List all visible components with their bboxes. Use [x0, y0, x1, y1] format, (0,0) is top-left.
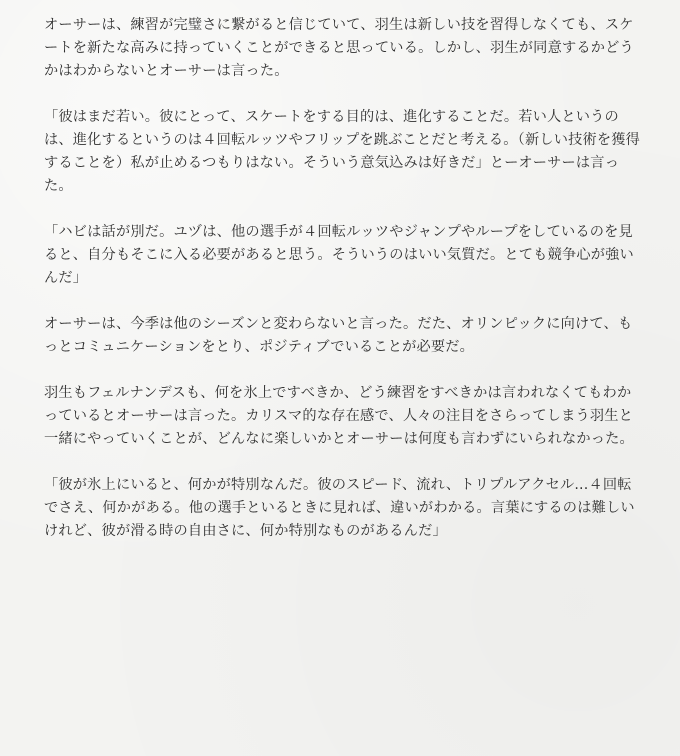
paragraph-5: 羽生もフェルナンデスも、何を氷上ですべきか、どう練習をすべきかは言われなくてもわかっているとオーサーは言った。カリスマ的な存在感で、人々の注目をさらってしまう羽生と一緒にやっていくことが、どんなに楽しいかとオーサーは何度も言わずにいられなかった。 [44, 385, 634, 447]
paragraph-6: 「彼が氷上にいると、何かが特別なんだ。彼のスピード、流れ、トリプルアクセル...４回転でさえ、何かがある。他の選手といるときに見れば、違いがわかる。言葉にするのは難しいけれど、彼が滑る時の自由さに、何か特別なものがあるんだ」 [44, 477, 635, 539]
article-body [44, 14, 644, 566]
paragraph-1: オーサーは、練習が完璧さに繋がると信じていて、羽生は新しい技を習得しなくても、スケートを新たな高みに持っていくことができると思っている。しかし、羽生が同意するかどうかはわからないとオーサーは言った。 [44, 17, 634, 79]
paragraph-2: 「彼はまだ若い。彼にとって、スケートをする目的は、進化することだ。若い人というのは、進化するというのは４回転ルッツやフリップを跳ぶことだと考える。（新しい技術を獲得することを）私が止めるつもりはない。そういう意気込みは好きだ」とーオーサーは言った。 [44, 109, 641, 194]
paragraph-4: オーサーは、今季は他のシーズンと変わらないと言った。だた、オリンピックに向けて、もっとコミュニケーションをとり、ポジティブでいることが必要だ。 [44, 316, 633, 355]
paragraph-3: 「ハビは話が別だ。ユヅは、他の選手が４回転ルッツやジャンプやループをしているのを見ると、自分もそこに入る必要があると思う。そういうのはいい気質だ。とても競争心が強いんだ」 [44, 224, 634, 286]
